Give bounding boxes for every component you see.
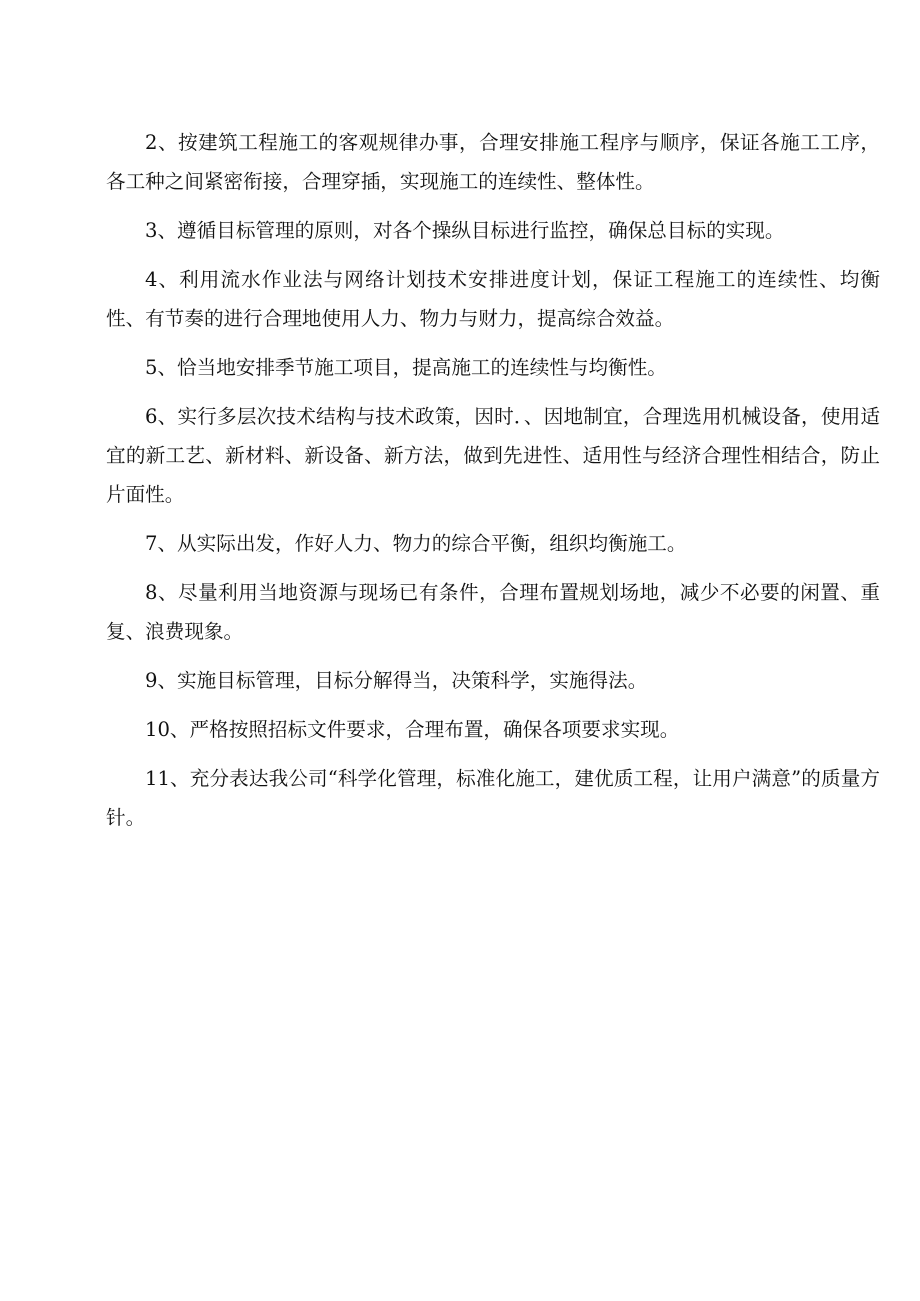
paragraph-item-10: 10、严格按照招标文件要求，合理布置，确保各项要求实现。: [145, 718, 680, 741]
paragraph-item-5: 5、恰当地安排季节施工项目，提高施工的连续性与均衡性。: [145, 356, 667, 379]
paragraph-item-4: 4、利用流水作业法与网络计划技术安排进度计划，保证工程施工的连续性、均衡性、有节奏的进行合理地使用人力、物力与财力，提高综合效益。: [106, 268, 880, 330]
paragraph-item-3: 3、遵循目标管理的原则，对各个操纵目标进行监控，确保总目标的实现。: [145, 219, 785, 242]
document-body: [106, 123, 880, 837]
paragraph-item-7: 7、从实际出发，作好人力、物力的综合平衡，组织均衡施工。: [145, 532, 687, 555]
paragraph-item-8: 8、尽量利用当地资源与现场已有条件，合理布置规划场地，减少不必要的闲置、重复、浪费现象。: [106, 581, 880, 643]
paragraph-item-6: 6、实行多层次技术结构与技术政策，因时．、因地制宜，合理选用机械设备，使用适宜的新工艺、新材料、新设备、新方法，做到先进性、适用性与经济合理性相结合，防止片面性。: [106, 405, 880, 506]
paragraph-item-11: 11、充分表达我公司“科学化管理，标准化施工，建优质工程，让用户满意”的质量方针。: [106, 767, 880, 829]
paragraph-item-9: 9、实施目标管理，目标分解得当，决策科学，实施得法。: [145, 669, 648, 692]
paragraph-item-2: 2、按建筑工程施工的客观规律办事，合理安排施工程序与顺序，保证各施工工序，各工种之间紧密衔接，合理穿插，实现施工的连续性、整体性。: [106, 131, 880, 193]
